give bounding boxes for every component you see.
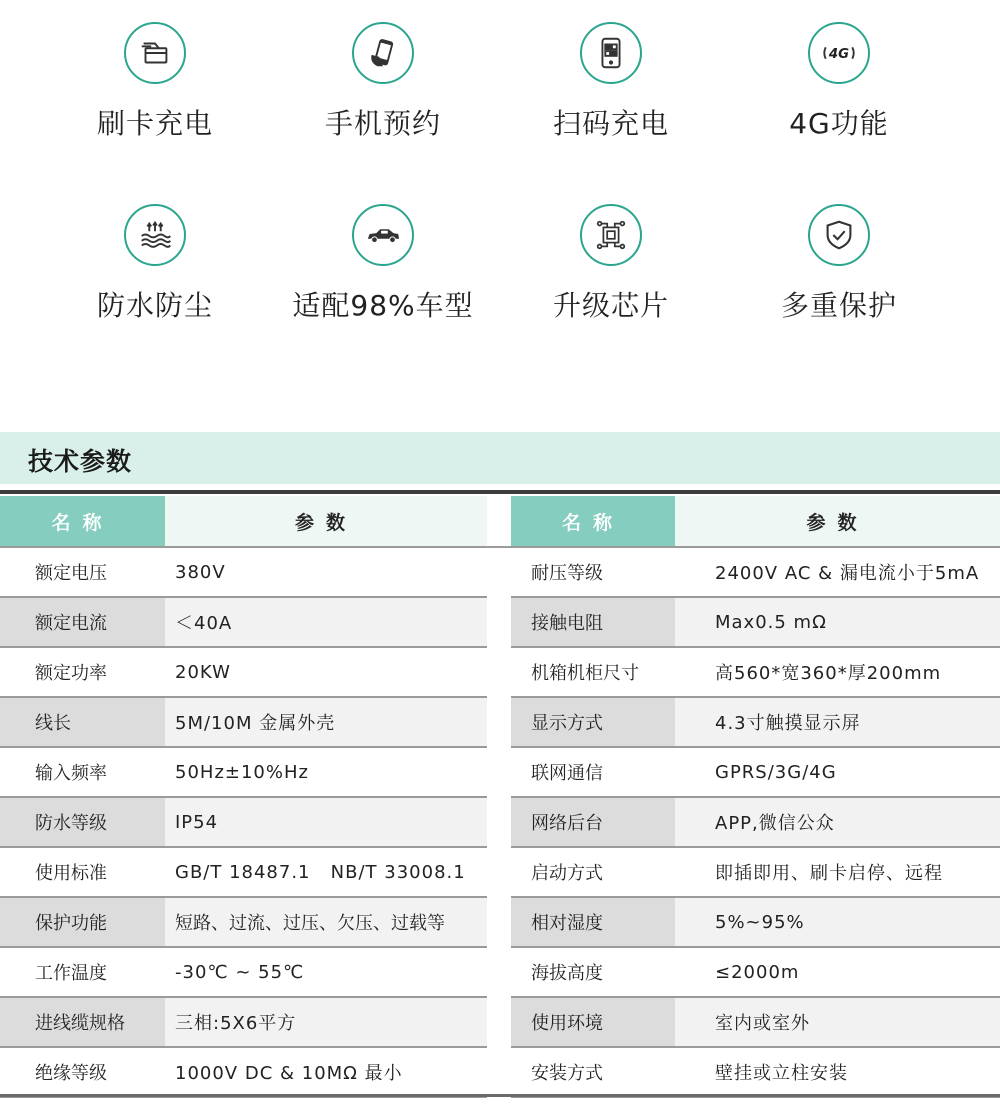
feature-label: 升级芯片 — [552, 289, 669, 322]
qr-scan-icon — [580, 22, 642, 84]
table-row — [0, 747, 1000, 797]
spec-value: 三相:5X6平方 — [165, 997, 487, 1047]
spec-name: 机箱机柜尺寸 — [511, 647, 675, 697]
spec-value: 5M/10M 金属外壳 — [165, 697, 487, 747]
spec-name: 海拔高度 — [511, 947, 675, 997]
spec-name: 显示方式 — [511, 697, 675, 747]
spec-value: 室内或室外 — [675, 997, 1000, 1047]
column-header-param: 参数 — [675, 496, 1000, 547]
spec-name: 使用环境 — [511, 997, 675, 1047]
column-header-param: 参数 — [165, 496, 487, 547]
phone-booking-icon — [352, 22, 414, 84]
spec-name: 联网通信 — [511, 747, 675, 797]
feature-waterproof — [30, 204, 280, 324]
4g-icon — [808, 22, 870, 84]
table-row — [0, 797, 1000, 847]
feature-grid — [0, 0, 1000, 400]
spec-value: 1000V DC & 10MΩ 最小 — [165, 1047, 487, 1097]
spec-name: 安装方式 — [511, 1047, 675, 1097]
spec-value: 高560*宽360*厚200mm — [675, 647, 1000, 697]
spec-name: 进线缆规格 — [0, 997, 165, 1047]
feature-phone-booking — [258, 22, 508, 142]
table-row — [0, 847, 1000, 897]
spec-value: 4.3寸触摸显示屏 — [675, 697, 1000, 747]
spec-value: IP54 — [165, 797, 487, 847]
table-row — [0, 1047, 1000, 1097]
spec-name: 启动方式 — [511, 847, 675, 897]
spec-value: 即插即用、刷卡启停、远程 — [675, 847, 1000, 897]
feature-card-swipe — [30, 22, 280, 142]
spec-name: 额定功率 — [0, 647, 165, 697]
table-row — [0, 597, 1000, 647]
spec-name: 额定电流 — [0, 597, 165, 647]
feature-4g — [714, 22, 964, 142]
feature-chip — [486, 204, 736, 324]
spec-name: 保护功能 — [0, 897, 165, 947]
table-bottom-rule — [0, 1094, 1000, 1097]
spec-value: 20KW — [165, 647, 487, 697]
feature-label: 适配98%车型 — [292, 289, 474, 322]
feature-label: 4G功能 — [789, 107, 889, 140]
spec-value: GPRS/3G/4G — [675, 747, 1000, 797]
table-row — [0, 897, 1000, 947]
spec-value: Max0.5 mΩ — [675, 597, 1000, 647]
feature-label: 手机预约 — [324, 107, 441, 140]
table-row — [0, 697, 1000, 747]
spec-value: 2400V AC & 漏电流小于5mA — [675, 547, 1000, 597]
car-icon — [352, 204, 414, 266]
section-divider — [0, 490, 1000, 494]
table-row — [0, 947, 1000, 997]
spec-value: APP,微信公众 — [675, 797, 1000, 847]
column-gap — [487, 496, 511, 547]
spec-name: 额定电压 — [0, 547, 165, 597]
spec-value: 短路、过流、过压、欠压、过载等 — [165, 897, 487, 947]
spec-value: 5%~95% — [675, 897, 1000, 947]
spec-name: 网络后台 — [511, 797, 675, 847]
spec-name: 相对湿度 — [511, 897, 675, 947]
section-header — [0, 432, 1000, 484]
spec-value: 380V — [165, 547, 487, 597]
spec-value: ＜40A — [165, 597, 487, 647]
spec-value: GB/T 18487.1 NB/T 33008.1 — [165, 847, 487, 897]
table-row — [0, 997, 1000, 1047]
feature-qr-scan — [486, 22, 736, 142]
spec-name: 接触电阻 — [511, 597, 675, 647]
feature-label: 扫码充电 — [552, 107, 669, 140]
spec-name: 绝缘等级 — [0, 1047, 165, 1097]
table-row — [0, 547, 1000, 597]
feature-car-compat — [258, 204, 508, 324]
spec-name: 使用标准 — [0, 847, 165, 897]
spec-value: -30℃ ~ 55℃ — [165, 947, 487, 997]
spec-value: 壁挂或立柱安装 — [675, 1047, 1000, 1097]
feature-protection — [714, 204, 964, 324]
spec-value: 50Hz±10%Hz — [165, 747, 487, 797]
feature-label: 多重保护 — [780, 289, 897, 322]
column-header-name: 名称 — [511, 496, 675, 547]
spec-name: 线长 — [0, 697, 165, 747]
table-header-row — [0, 496, 1000, 547]
svg-text:4G: 4G — [828, 46, 850, 62]
chip-icon — [580, 204, 642, 266]
spec-name: 输入频率 — [0, 747, 165, 797]
spec-name: 工作温度 — [0, 947, 165, 997]
table-row — [0, 647, 1000, 697]
feature-label: 刷卡充电 — [96, 107, 213, 140]
waterproof-icon — [124, 204, 186, 266]
feature-label: 防水防尘 — [96, 289, 213, 322]
card-swipe-icon — [124, 22, 186, 84]
spec-name: 耐压等级 — [511, 547, 675, 597]
spec-table — [0, 496, 1000, 1098]
shield-check-icon — [808, 204, 870, 266]
spec-value: ≤2000m — [675, 947, 1000, 997]
column-header-name: 名称 — [0, 496, 165, 547]
section-title: 技术参数 — [28, 447, 133, 476]
spec-name: 防水等级 — [0, 797, 165, 847]
